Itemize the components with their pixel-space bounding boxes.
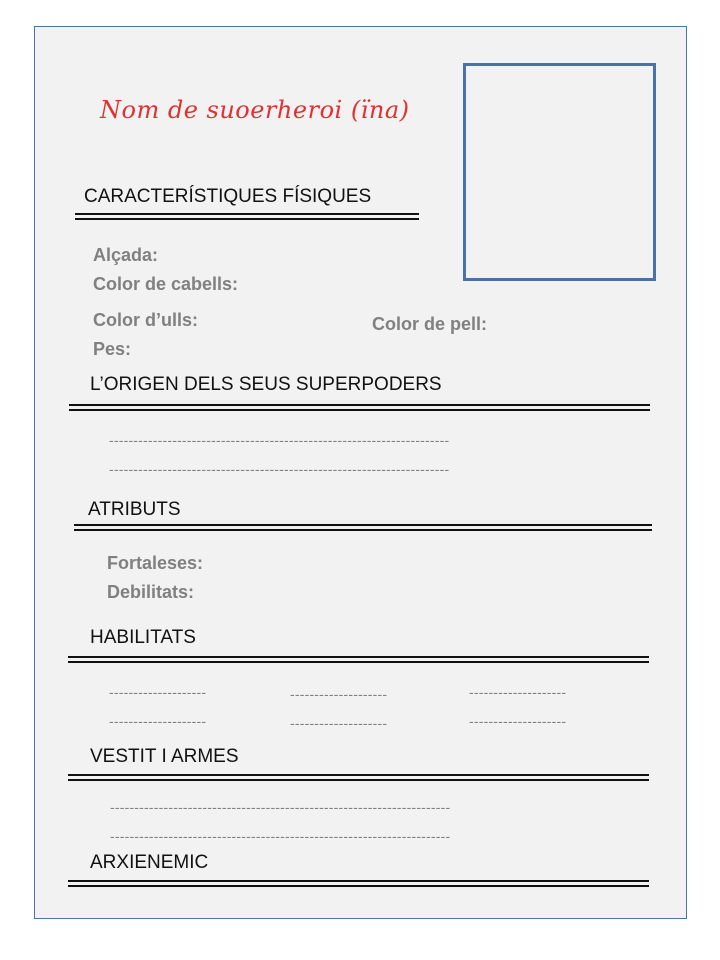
photo-box bbox=[463, 63, 656, 281]
heading-nemesis: ARXIENEMIC bbox=[90, 852, 209, 873]
field-hair-color: Color de cabells: bbox=[93, 274, 239, 294]
heading-outfit: VESTIT I ARMES bbox=[90, 746, 239, 767]
write-line: ---------------------------------------------------------------------- bbox=[109, 461, 450, 477]
field-skin-color: Color de pell: bbox=[372, 314, 488, 334]
divider bbox=[68, 656, 649, 658]
divider bbox=[74, 529, 652, 531]
divider bbox=[68, 885, 649, 887]
write-line: -------------------- bbox=[109, 713, 207, 729]
write-line: ---------------------------------------------------------------------- bbox=[110, 828, 451, 844]
field-weight: Pes: bbox=[93, 339, 132, 359]
heading-skills: HABILITATS bbox=[90, 627, 196, 648]
divider bbox=[68, 661, 649, 663]
divider bbox=[69, 404, 650, 406]
divider bbox=[74, 524, 652, 526]
divider bbox=[69, 409, 650, 411]
write-line: ---------------------------------------------------------------------- bbox=[110, 799, 451, 815]
field-strengths: Fortaleses: bbox=[107, 553, 204, 573]
divider bbox=[75, 218, 419, 220]
write-line: -------------------- bbox=[469, 713, 567, 729]
write-line: -------------------- bbox=[109, 684, 207, 700]
hero-name-title: Nom de suoerheroi (ïna) bbox=[100, 96, 410, 124]
divider bbox=[68, 880, 649, 882]
write-line: ---------------------------------------------------------------------- bbox=[109, 432, 450, 448]
field-weaknesses: Debilitats: bbox=[107, 582, 195, 602]
field-eye-color: Color d’ulls: bbox=[93, 310, 198, 330]
heading-origin: L’ORIGEN DELS SEUS SUPERPODERS bbox=[90, 374, 442, 395]
divider bbox=[75, 213, 419, 215]
divider bbox=[68, 774, 649, 776]
heading-attributes: ATRIBUTS bbox=[88, 499, 181, 520]
heading-physical: CARACTERÍSTIQUES FÍSIQUES bbox=[84, 186, 372, 207]
divider bbox=[68, 779, 649, 781]
field-height: Alçada: bbox=[93, 245, 159, 265]
write-line: -------------------- bbox=[469, 684, 567, 700]
write-line: -------------------- bbox=[290, 715, 388, 731]
write-line: -------------------- bbox=[290, 686, 388, 702]
